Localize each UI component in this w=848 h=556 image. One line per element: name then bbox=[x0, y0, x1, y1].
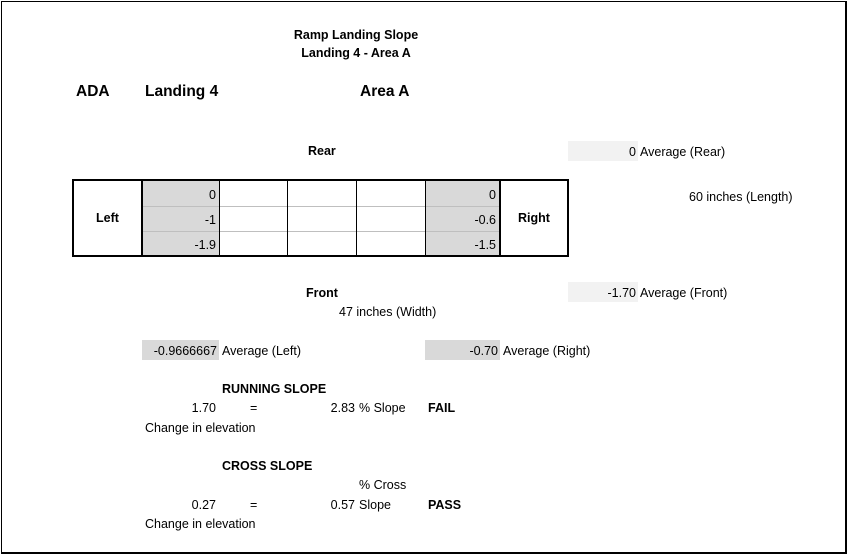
front-average-label: Average (Front) bbox=[640, 286, 728, 300]
cross-slope-equals: = bbox=[250, 498, 258, 512]
right-side-label: Right bbox=[518, 211, 550, 225]
left-average-value: -0.9666667 bbox=[153, 344, 217, 358]
ada-label: ADA bbox=[76, 83, 110, 100]
running-slope-unit: % Slope bbox=[359, 401, 406, 415]
rear-average-value: 0 bbox=[629, 145, 636, 159]
grid-cell-r3-c1: -1.9 bbox=[194, 238, 216, 252]
grid-cell-r1-c5: 0 bbox=[489, 188, 496, 202]
rear-average-label: Average (Rear) bbox=[640, 145, 726, 159]
sheet-subtitle: Landing 4 - Area A bbox=[301, 46, 411, 60]
cross-slope-change: 0.27 bbox=[191, 498, 216, 512]
elevation-grid bbox=[72, 179, 569, 257]
right-average-label: Average (Right) bbox=[503, 344, 591, 358]
length-dimension: 60 inches (Length) bbox=[689, 190, 793, 204]
grid-cell-r3-c5: -1.5 bbox=[474, 238, 496, 252]
cross-slope-result: PASS bbox=[428, 498, 462, 512]
front-label: Front bbox=[306, 286, 338, 300]
running-slope-equals: = bbox=[250, 401, 258, 415]
running-slope-result: FAIL bbox=[428, 401, 456, 415]
left-side-label: Left bbox=[96, 211, 119, 225]
grid-cell-r1-c1: 0 bbox=[209, 188, 216, 202]
running-slope-change: 1.70 bbox=[191, 401, 216, 415]
rear-label: Rear bbox=[308, 144, 336, 158]
running-slope-heading: RUNNING SLOPE bbox=[222, 382, 327, 396]
cross-slope-heading: CROSS SLOPE bbox=[222, 459, 313, 473]
left-average-label: Average (Left) bbox=[222, 344, 301, 358]
grid-cell-r2-c5: -0.6 bbox=[474, 213, 496, 227]
grid-cell-r2-c1: -1 bbox=[204, 213, 216, 227]
worksheet bbox=[1, 1, 847, 554]
front-average-value: -1.70 bbox=[607, 286, 636, 300]
sheet-title: Ramp Landing Slope bbox=[293, 28, 419, 42]
right-average-value: -0.70 bbox=[469, 344, 498, 358]
cross-slope-percent: 0.57 bbox=[330, 498, 355, 512]
cross-slope-unit: Slope bbox=[359, 498, 391, 512]
running-slope-percent: 2.83 bbox=[330, 401, 355, 415]
running-slope-change-label: Change in elevation bbox=[145, 421, 256, 435]
area-label: Area A bbox=[360, 83, 410, 100]
cross-slope-unit-top: % Cross bbox=[359, 478, 407, 492]
cross-slope-change-label: Change in elevation bbox=[145, 517, 256, 531]
landing-label: Landing 4 bbox=[145, 83, 219, 100]
width-dimension: 47 inches (Width) bbox=[339, 305, 437, 319]
